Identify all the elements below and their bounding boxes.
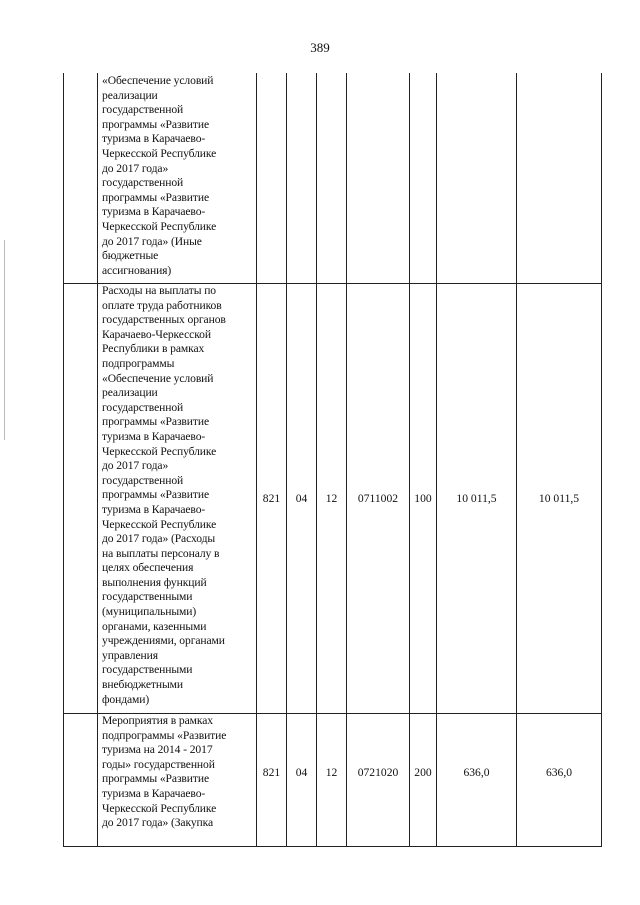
table-border [256,73,257,847]
amount-total: 636,0 [545,766,573,779]
page-number: 389 [310,40,330,55]
ministry-code: 821 [262,766,281,779]
amount: 636,0 [463,766,490,779]
section-code: 04 [295,492,308,505]
target-article-code: 0711002 [357,492,399,505]
amount-total: 10 011,5 [538,492,580,505]
section-code: 04 [295,766,308,779]
amount: 10 011,5 [456,492,497,505]
row-description: «Обеспечение условий реализации государственной программы «Развитие туризма в Карачаево- Черкесской Республике до 2017 года» государственной программы «Развитие туризма в Карачаево- Черкесской Республике до 2017 года» (Иные бюджетные ассигнования) [102,74,217,277]
table-border [63,73,64,847]
target-article-code: 0721020 [357,766,399,779]
table-border [601,73,602,847]
ministry-code: 821 [262,492,281,505]
row-description: Расходы на выплаты по оплате труда работников государственных органов Карачаево-Черкесской Республики в рамках подпрограммы «Обеспечение условий реализации государственной программы «Развитие туризма в Карачаево- Черкесской Республике до 2017 года» государственной программы «Развитие туризма в Карачаево- Черкесской Республике до 2017 года» (Расходы на выплаты персоналу в целях обеспечения выполнения функций государственными (муниципальными) органами, казенными учреждениями, органами управления государственными внебюджетными фондами) [102,284,226,706]
table-border [346,73,347,847]
subsection-code: 12 [325,766,338,779]
expense-type-code: 200 [414,766,432,779]
table-border [286,73,287,847]
expense-type-code: 100 [414,492,432,505]
table-border [316,73,317,847]
row-border [63,846,602,847]
table-border [97,73,98,847]
table-border [409,73,410,847]
subsection-code: 12 [325,492,338,505]
table-border [436,73,437,847]
table-border [516,73,517,847]
row-description: Мероприятия в рамках подпрограммы «Развитие туризма на 2014 - 2017 годы» государственной программы «Развитие туризма в Карачаево- Черкесской Республике до 2017 года» (Закупка [102,714,227,830]
